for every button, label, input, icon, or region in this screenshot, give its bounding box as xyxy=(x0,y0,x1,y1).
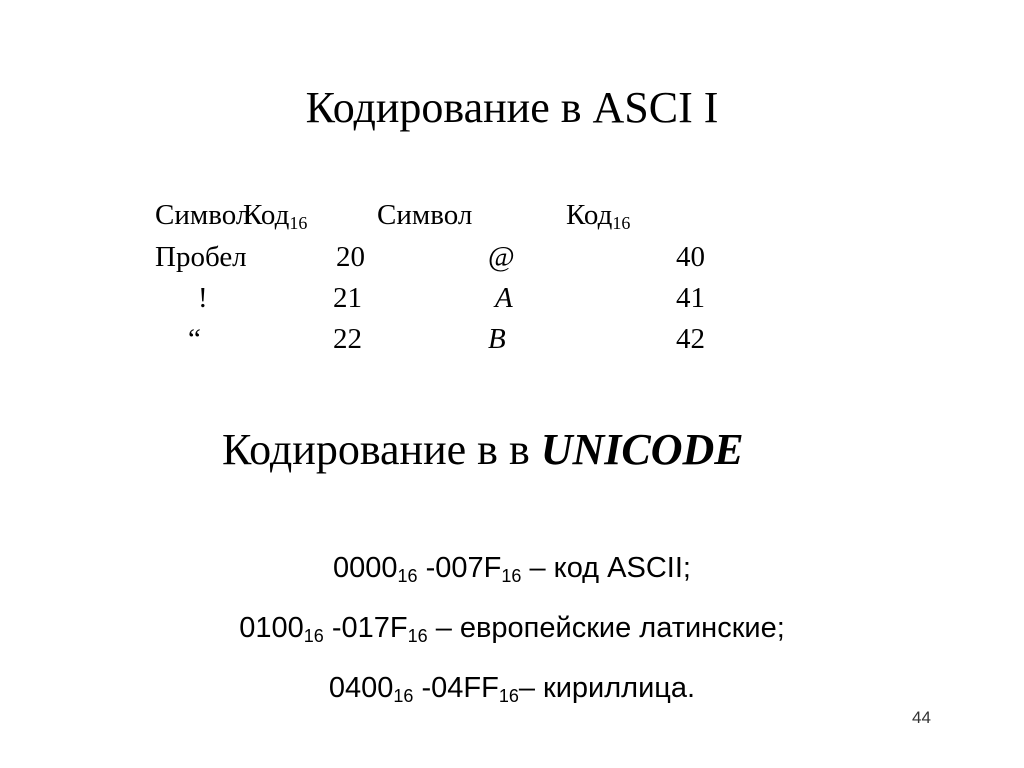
unicode-range-cyrillic: $0400_{16}$ $-04FF_{16}-$ кириллица. xyxy=(328,672,696,706)
table-row-1-symbol1: ! xyxy=(198,282,208,314)
header-code-2: Код$_{16}$ xyxy=(566,199,631,233)
header-code-1: Код$_{16}$ xyxy=(243,199,308,233)
table-row-0-code2: 40 xyxy=(676,241,705,273)
table-row-2-code2: 42 xyxy=(676,323,705,355)
table-row-0-symbol1: Пробел xyxy=(155,241,247,273)
table-row-0-symbol2: @ xyxy=(488,241,515,273)
table-row-2-symbol2: B xyxy=(488,323,506,355)
table-row-1-symbol2: A xyxy=(495,282,513,314)
table-row-1-code2: 41 xyxy=(676,282,705,314)
table-row-2-symbol1: “ xyxy=(188,323,201,355)
unicode-range-latin: $0100_{16}$ $-017F_{16}$ – европейские латинские; xyxy=(239,612,785,646)
header-symbol-2: Символ xyxy=(377,199,473,231)
table-row-0-code1: 20 xyxy=(336,241,365,273)
header-symbol-1: Символ xyxy=(155,199,251,231)
table-row-2-code1: 22 xyxy=(333,323,362,355)
table-row-1-code1: 21 xyxy=(333,282,362,314)
unicode-range-ascii: $0000_{16}$ $-007F_{16}$ – код ASCII; xyxy=(333,552,691,586)
unicode-title: Кодирование в в UNICODE xyxy=(222,425,744,474)
page-number: 44 xyxy=(912,708,931,727)
slide-title: Кодирование в ASCI I xyxy=(305,83,719,132)
